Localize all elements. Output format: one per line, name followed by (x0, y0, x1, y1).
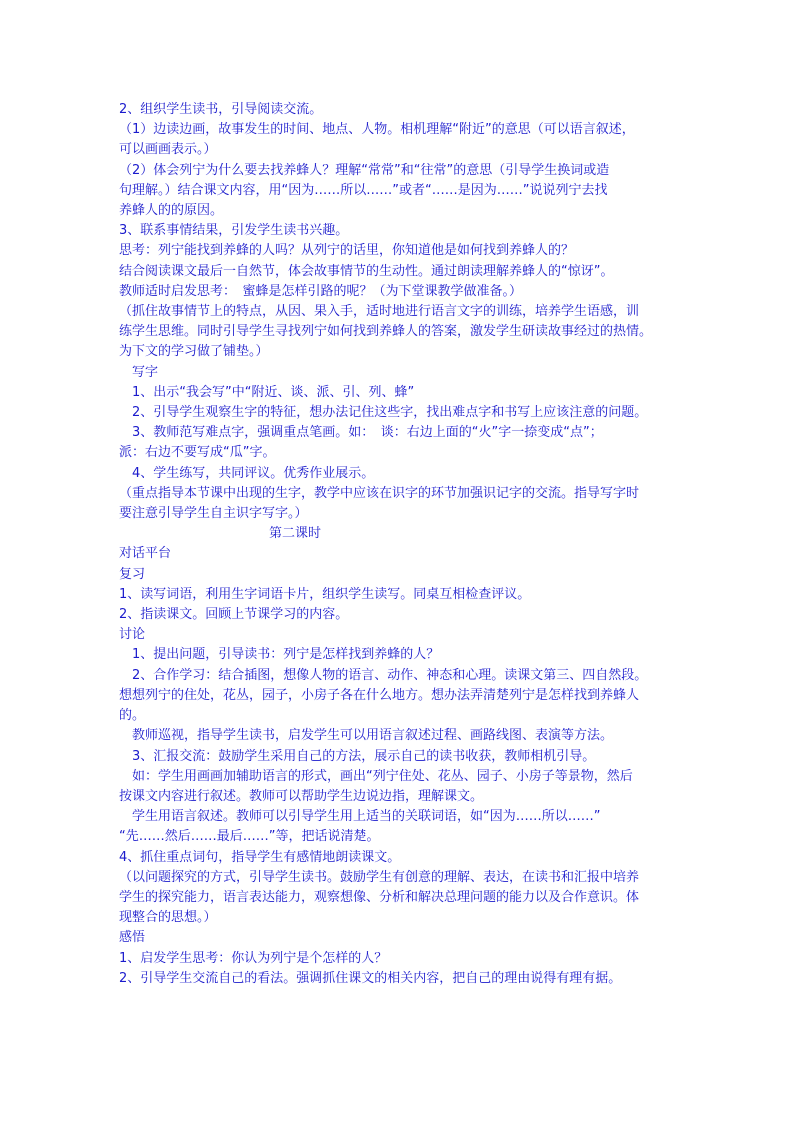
section-heading: 讨论 (119, 627, 146, 643)
text-line: 学生的探究能力，语言表达能力，观察想像、分析和解决总理问题的能力以及合作意识。体 (119, 889, 640, 905)
text-line: 派：右边不要写成“瓜”字。 (119, 445, 276, 461)
section-heading: 复习 (119, 566, 146, 582)
text-line: 1、出示“我会写”中“附近、谈、派、引、列、蜂” (119, 384, 415, 400)
text-line: 1、提出问题，引导读书：列宁是怎样找到养蜂的人？ (119, 647, 440, 663)
text-line: 如：学生用画画加辅助语言的形式，画出“列宁住处、花丛、园子、小房子等景物，然后 (119, 768, 633, 784)
section-heading: 对话平台 (119, 546, 172, 562)
section-heading: 写字 (119, 364, 159, 380)
lesson-title: 第二课时 (269, 526, 322, 542)
text-line: 学生用语言叙述。教师可以引导学生用上适当的关联词语，如“因为……所以……” (119, 809, 601, 825)
text-line: 可以画画表示。） (119, 142, 217, 158)
section-heading: 感悟 (119, 930, 146, 946)
text-line: 2、引导学生交流自己的看法。强调抓住课文的相关内容，把自己的理由说得有理有据。 (119, 970, 622, 986)
text-line: 4、抓住重点词句，指导学生有感情地朗读课文。 (119, 849, 401, 865)
text-line: 思考：列宁能找到养蜂的人吗？从列宁的话里，你知道他是如何找到养蜂人的？ (119, 243, 575, 259)
text-line: “先……然后……最后……”等，把话说清楚。 (119, 829, 380, 845)
text-line: 教师巡视，指导学生读书，启发学生可以用语言叙述过程、画路线图、表演等方法。 (119, 728, 614, 744)
text-line: 结合阅读课文最后一自然节，体会故事情节的生动性。通过朗读理解养蜂人的“惊讶”。 (119, 263, 614, 279)
text-line: 教师适时启发思考： 蜜蜂是怎样引路的呢？（为下堂课教学做准备。） (119, 283, 523, 299)
text-line: 4、学生练写，共同评议。优秀作业展示。 (119, 465, 375, 481)
text-line: （1）边读边画，故事发生的时间、地点、人物。相机理解“附近”的意思（可以语言叙述， (119, 122, 635, 138)
text-line: 1、读写词语，利用生字词语卡片，组织学生读写。同桌互相检查评议。 (119, 586, 531, 602)
text-line: 1、启发学生思考：你认为列宁是个怎样的人？ (119, 950, 388, 966)
text-line: （以问题探究的方式，引导学生读书。鼓励学生有创意的理解、表达，在读书和汇报中培养 (119, 869, 640, 885)
text-line: （2）体会列宁为什么要去找养蜂人？理解“常常”和“往常”的意思（引导学生换词或造 (119, 162, 610, 178)
text-line: 3、教师范写难点字，强调重点笔画。如： 谈：右边上面的“火”字一捺变成“点”； (119, 425, 603, 441)
text-line: 按课文内容进行叙述。教师可以帮助学生边说边指，理解课文。 (119, 788, 484, 804)
text-line: 3、汇报交流：鼓励学生采用自己的方法，展示自己的读书收获，教师相机引导。 (119, 748, 596, 764)
text-line: 2、组织学生读书，引导阅读交流。 (119, 102, 323, 117)
text-line: （重点指导本节课中出现的生字，教学中应该在识字的环节加强识记字的交流。指导写字时 (119, 485, 640, 501)
text-line: 2、引导学生观察生字的特征，想办法记住这些字，找出难点字和书写上应该注意的问题。 (119, 405, 648, 421)
text-line: 想想列宁的住处，花丛，园子，小房子各在什么地方。想办法弄清楚列宁是怎样找到养蜂人 (119, 687, 640, 703)
text-line: 3、联系事情结果，引发学生读书兴趣。 (119, 223, 349, 239)
text-line: （抓住故事情节上的特点，从因、果入手，适时地进行语言文字的训练，培养学生语感，训 (119, 304, 640, 320)
lesson-plan-body (119, 100, 679, 989)
text-line: 2、指读课文。回顾上节课学习的内容。 (119, 607, 349, 623)
text-line: 2、合作学习：结合插图，想像人物的语言、动作、神态和心理。读课文第三、四自然段。 (119, 667, 648, 683)
text-line: 现整合的思想。） (119, 910, 217, 926)
text-line: 要注意引导学生自主识字写字。） (119, 506, 308, 522)
text-line: 的。 (119, 708, 146, 724)
text-line: 句理解。）结合课文内容，用“因为……所以……”或者“……是因为……”说说列宁去找 (119, 182, 608, 198)
text-line: 练学生思维。同时引导学生寻找列宁如何找到养蜂人的答案，激发学生研读故事经过的热情。 (119, 324, 653, 340)
text-line: 养蜂人的的原因。 (119, 203, 224, 219)
text-line: 为下文的学习做了铺垫。） (119, 344, 269, 360)
